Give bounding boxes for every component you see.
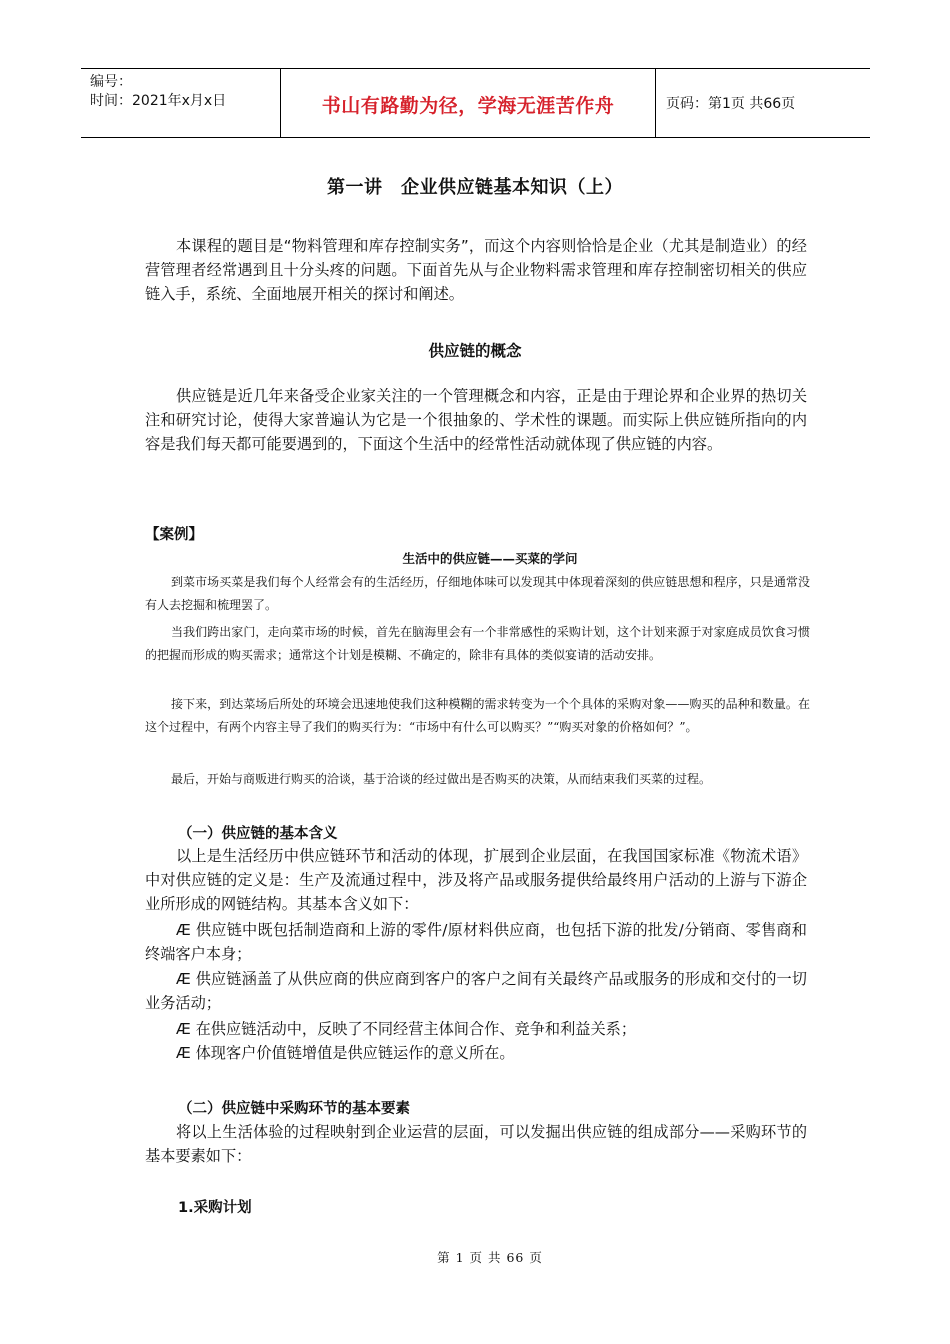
case-paragraph: 最后，开始与商贩进行购买的洽谈，基于洽谈的经过做出是否购买的决策，从而结束我们买菜的过程。: [171, 772, 712, 786]
page-title: 第一讲 企业供应链基本知识（上）: [327, 177, 623, 198]
section2-heading: （二）供应链中采购环节的基本要素: [178, 1101, 410, 1117]
page-footer: 第 1 页 共 66 页: [437, 1250, 543, 1265]
case-paragraph: 接下来，到达菜场后所处的环境会迅速地使我们这种模糊的需求转变为一个个具体的采购对象——购买的品种和数量。在这个过程中，有两个内容主导了我们的购买行为：“市场中有什么可以购买？”“购买对象的价格如何？”。: [145, 697, 810, 734]
case-paragraph: 到菜市场买菜是我们每个人经常会有的生活经历，仔细地体味可以发现其中体现着深刻的供应链思想和程序，只是通常没有人去挖掘和梳理罢了。: [145, 575, 810, 612]
header-page-info: 页码：第1页 共66页: [666, 96, 796, 112]
header-divider: [655, 69, 656, 137]
bullet-item: Æ 供应链涵盖了从供应商的供应商到客户的客户之间有关最终产品或服务的形成和交付的一切业务活动；: [145, 970, 807, 1012]
case-label: 【案例】: [145, 527, 203, 543]
header-meta: [90, 73, 226, 111]
section1-paragraph: 以上是生活经历中供应链环节和活动的体现，扩展到企业层面，在我国国家标准《物流术语》中对供应链的定义是：生产及流通过程中，涉及将产品或服务提供给最终用户活动的上游与下游企业所形成的网链结构。其基本含义如下：: [145, 847, 807, 913]
bullet-item: Æ 在供应链活动中，反映了不同经营主体间合作、竞争和利益关系；: [176, 1020, 637, 1038]
section2-paragraph: 将以上生活体验的过程映射到企业运营的层面，可以发掘出供应链的组成部分——采购环节的基本要素如下：: [145, 1123, 807, 1165]
intro-paragraph: 本课程的题目是“物料管理和库存控制实务”，而这个内容则恰恰是企业（尤其是制造业）的经营管理者经常遇到且十分头疼的问题。下面首先从与企业物料需求管理和库存控制密切相关的供应链入手，系统、全面地展开相关的探讨和阐述。: [145, 237, 807, 303]
concept-heading: 供应链的概念: [428, 342, 522, 360]
number-label: 编号：: [90, 74, 132, 90]
concept-paragraph: 供应链是近几年来备受企业家关注的一个管理概念和内容，正是由于理论界和企业界的热切关注和研究讨论，使得大家普遍认为它是一个很抽象的、学术性的课题。而实际上供应链所指向的内容是我们每天都可能要遇到的，下面这个生活中的经常性活动就体现了供应链的内容。: [145, 387, 807, 453]
date-label: 时间：2021年x月x日: [90, 93, 227, 109]
section2-subheading: 1.采购计划: [178, 1200, 252, 1216]
header-motto: 书山有路勤为径，学海无涯苦作舟: [321, 95, 615, 117]
bullet-item: Æ 体现客户价值链增值是供应链运作的意义所在。: [176, 1044, 515, 1062]
case-paragraph: 当我们跨出家门，走向菜市场的时候，首先在脑海里会有一个非常感性的采购计划，这个计划来源于对家庭成员饮食习惯的把握而形成的购买需求；通常这个计划是模糊、不确定的，除非有具体的类似宴请的活动安排。: [145, 625, 810, 662]
section1-heading: （一）供应链的基本含义: [178, 826, 338, 842]
case-title: 生活中的供应链——买菜的学问: [402, 551, 578, 566]
header-table: [81, 68, 870, 138]
bullet-item: Æ 供应链中既包括制造商和上游的零件/原材料供应商，也包括下游的批发/分销商、零售商和终端客户本身；: [145, 921, 807, 963]
